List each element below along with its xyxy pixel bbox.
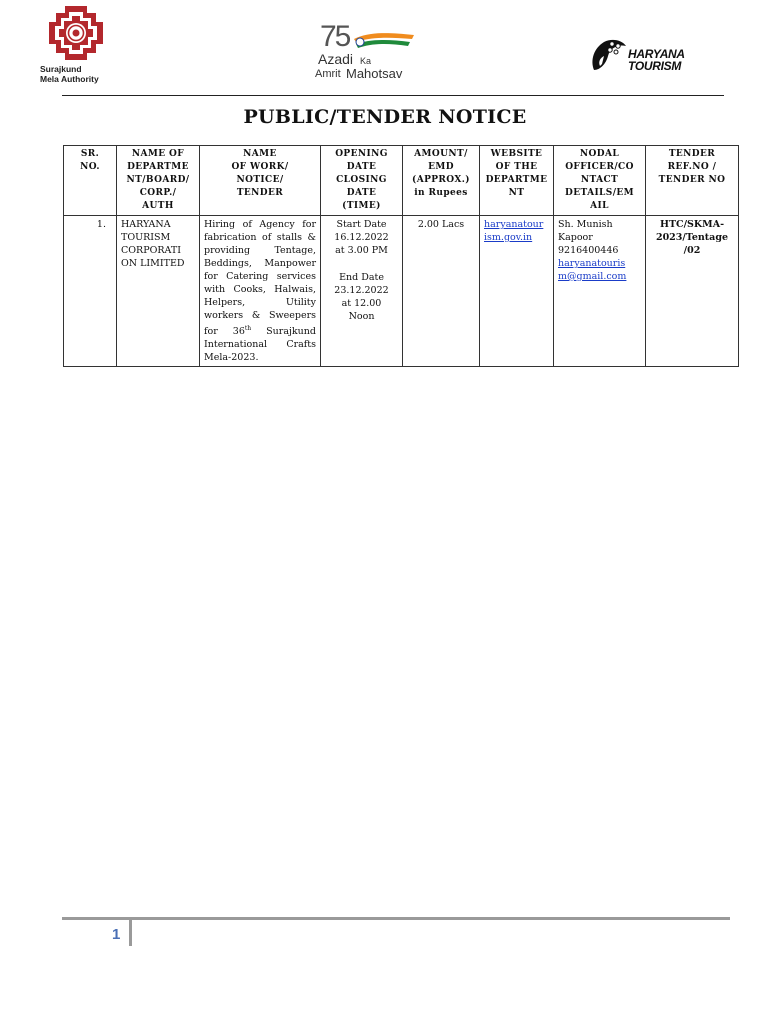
cell-dates xyxy=(321,216,403,367)
end-date-label: End Date xyxy=(339,272,384,283)
surajkund-emblem-icon xyxy=(47,4,105,62)
akam-azadi-text: Azadi xyxy=(318,51,354,67)
table-row xyxy=(64,216,739,367)
akam-75-text: 75 xyxy=(320,20,350,53)
header-amount-emd: AMOUNT/ EMD (APPROX.) in Rupees xyxy=(403,146,480,216)
header-tender-ref: TENDER REF.NO / TENDER NO xyxy=(646,146,739,216)
cell-website xyxy=(480,216,554,367)
nodal-email-link[interactable]: haryanatouris m@gmail.com xyxy=(558,258,627,282)
header-dates: OPENING DATE CLOSING DATE (TIME) xyxy=(321,146,403,216)
logo-caption-line1: Surajkund xyxy=(40,64,82,74)
nodal-name-line2: Kapoor xyxy=(558,232,593,243)
cell-nodal-officer xyxy=(554,216,646,367)
tourism-text: TOURISM xyxy=(628,59,682,73)
cell-department: HARYANA TOURISM CORPORATI ON LIMITED xyxy=(117,216,200,367)
peacock-icon xyxy=(588,36,628,76)
document-header xyxy=(0,0,770,100)
haryana-tourism-logo xyxy=(588,36,708,80)
header-sr-no: SR. NO. xyxy=(64,146,117,216)
footer-divider xyxy=(62,917,730,920)
footer-page-bar xyxy=(129,920,132,946)
surajkund-mela-authority-logo xyxy=(38,4,114,84)
cell-tender-ref: HTC/SKMA- 2023/Tentage /02 xyxy=(646,216,739,367)
azadi-ka-amrit-mahotsav-logo xyxy=(312,18,422,88)
tender-table xyxy=(63,145,739,367)
nodal-phone: 9216400446 xyxy=(558,245,619,256)
website-link[interactable]: haryanatour ism.gov.in xyxy=(484,219,544,243)
table-header-row xyxy=(64,146,739,216)
akam-amrit-text: Amrit xyxy=(315,68,341,80)
page-number: 1 xyxy=(112,926,121,943)
cell-name-of-work: Hiring of Agency for fabrication of stalls & providing Tentage, Beddings, Manpower for Catering services with Cooks, Halwais, Helpers, Utility workers & Sweepers for 36th Surajkund International Crafts Mela-2023. xyxy=(200,216,321,367)
page-title: PUBLIC/TENDER NOTICE xyxy=(243,106,527,128)
end-time-line1: at 12.00 xyxy=(341,298,382,309)
header-name-of-work: NAME OF WORK/ NOTICE/ TENDER xyxy=(200,146,321,216)
cell-amount: 2.00 Lacs xyxy=(403,216,480,367)
tricolor-flag-icon xyxy=(352,30,416,52)
akam-ka-text: Ka xyxy=(360,56,372,66)
start-date-label: Start Date xyxy=(336,219,387,230)
cell-sr-no: 1. xyxy=(64,216,117,367)
end-time-line2: Noon xyxy=(348,311,375,322)
start-time: at 3.00 PM xyxy=(335,245,388,256)
logo-caption-line2: Mela Authority xyxy=(40,74,99,84)
header-department: NAME OF DEPARTME NT/BOARD/ CORP./ AUTH xyxy=(117,146,200,216)
header-website: WEBSITE OF THE DEPARTME NT xyxy=(480,146,554,216)
end-date: 23.12.2022 xyxy=(334,285,389,296)
haryana-text: HARYANA xyxy=(628,47,685,61)
start-date: 16.12.2022 xyxy=(334,232,389,243)
akam-mahotsav-text: Mahotsav xyxy=(346,66,403,81)
header-nodal-officer: NODAL OFFICER/CO NTACT DETAILS/EM AIL xyxy=(554,146,646,216)
header-divider xyxy=(62,95,724,96)
nodal-name-line1: Sh. Munish xyxy=(558,219,613,230)
